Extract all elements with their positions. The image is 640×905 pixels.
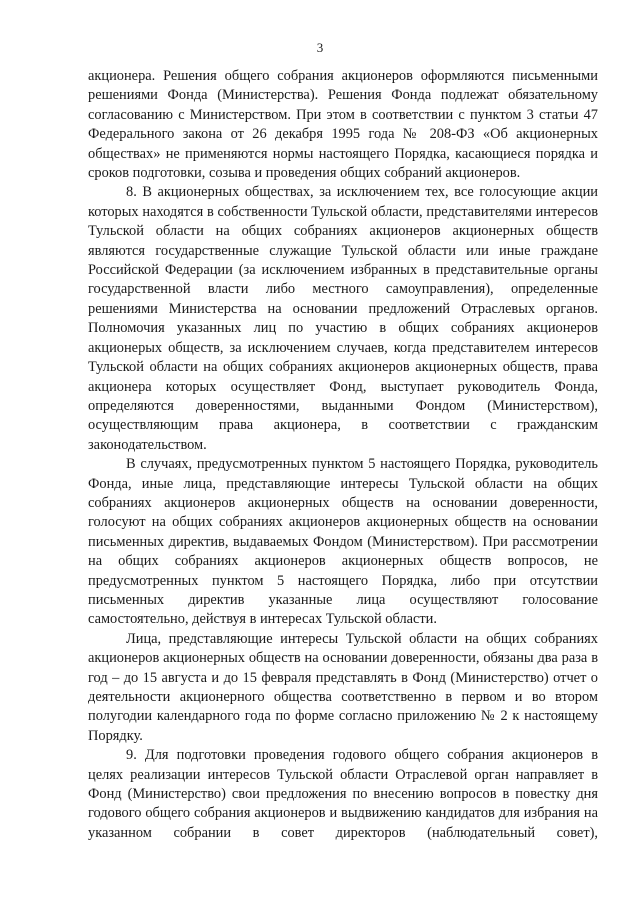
- text-line: приложению № 2 к настоящему Порядку.: [88, 708, 599, 744]
- text-line: 8. В акционерных обществах, за исключением тех, все голосующие: [126, 184, 556, 201]
- text-line: раза в год – до 15 августа и до 15 февраля представлять в Фонд: [88, 650, 598, 686]
- text-line: Порядка, либо при отсутствии письменных директив указанные лица: [88, 572, 598, 608]
- text-line: (Министерство) отчет о деятельности акционерного общества соответственно: [88, 669, 598, 705]
- text-line: акционерных обществ вопросов, не предусмотренных пунктом 5 настоящего: [88, 553, 598, 589]
- text-line: акционеров акционерных обществ, права акционера которых осуществляет: [88, 359, 598, 395]
- text-line: руководитель Фонда, иные лица, представляющие интересы Тульской области: [88, 456, 598, 492]
- text-line: дня годового общего собрания акционеров и выдвижению кандидатов для: [88, 786, 598, 822]
- text-line: (Министерством). При рассмотрении на общих собраниях акционеров: [88, 533, 598, 570]
- text-line: общих собраниях акционеров акционерых обществ, за исключением случаев,: [88, 320, 598, 356]
- text-line: осуществляют голосование самостоятельно, действуя в интересах Тульской: [88, 591, 598, 628]
- text-line: касающиеся порядка и сроков подготовки, созыва и проведения общих: [88, 145, 598, 182]
- text-line: самоуправления), определенные решениями Министерства на основании: [88, 281, 598, 317]
- paragraph-cases: [88, 455, 598, 630]
- text-line: Лица, представляющие интересы Тульской области на общих собраниях: [126, 630, 598, 647]
- text-line: «Об акционерных обществах» не применяются нормы настоящего Порядка,: [88, 126, 598, 162]
- paragraph-item-9: [88, 746, 598, 843]
- text-line: собраний акционеров.: [384, 165, 521, 182]
- text-line: на общих собраниях акционеров акционерных обществ на основании: [88, 475, 598, 511]
- text-line: В случаях, предусмотренных пунктом 5 настоящего Порядка,: [126, 456, 511, 473]
- text-line: решениями Фонда (Министерства). Решения Фонда подлежат обязательному: [88, 87, 598, 104]
- text-line: 9. Для подготовки проведения годового общего собрания акционеров в: [126, 747, 598, 764]
- document-body: [88, 67, 598, 843]
- text-line: Фонд (Министерство) свои предложения по внесению вопросов в повестку: [88, 786, 571, 803]
- text-line: акционера. Решения общего собрания акционеров оформляются письменными: [88, 68, 598, 84]
- text-line: доверенности, голосуют на общих собраниях акционеров акционерных: [88, 494, 598, 531]
- text-line: избрания на указанном собрании в совет директоров (наблюдательный совет),: [88, 805, 598, 841]
- text-line: области.: [385, 611, 437, 628]
- text-line: Фонд, выступает руководитель Фонда, определяются доверенностями,: [88, 378, 598, 414]
- text-line: соответствии с гражданским законодательством.: [88, 417, 599, 453]
- text-line: в первом и во втором полугодии календарного года по форме согласно: [88, 689, 598, 725]
- text-line: предложений Отраслевых органов. Полномочия указанных лиц по участию в: [88, 300, 598, 337]
- page-number: 3: [316, 40, 324, 55]
- text-line: акции которых находятся в собственности Тульской области, представителями: [88, 184, 598, 220]
- text-line: когда представителем интересов Тульской области на общих собраниях: [88, 339, 598, 376]
- paragraph-1: [88, 67, 598, 183]
- text-line: согласованию с Министерством. При этом в соответствии с пунктом 3: [88, 106, 534, 123]
- text-line: граждане Российской Федерации (за исключением избранных в: [88, 242, 598, 279]
- paragraph-representatives: [88, 630, 598, 746]
- text-line: акционеров акционерных обществ на основании доверенности, обязаны два: [88, 650, 558, 667]
- text-line: статьи 47 Федерального закона от 26 декабря 1995 года № 208-ФЗ: [88, 106, 598, 143]
- text-line: обществ на основании письменных директив, выдаваемых Фондом: [88, 514, 598, 550]
- text-line: целях реализации интересов Тульской области Отраслевой орган направляет в: [88, 766, 598, 783]
- text-line: обществ являются государственные служащие Тульской области или иные: [88, 223, 598, 259]
- text-line: интересов Тульской области на общих собраниях акционеров акционерных: [88, 203, 598, 240]
- text-line: представительные органы государственной власти либо местного: [88, 262, 598, 298]
- paragraph-item-8: [88, 183, 598, 455]
- text-line: выданными Фондом (Министерством), осуществляющим права акционера, в: [88, 397, 598, 434]
